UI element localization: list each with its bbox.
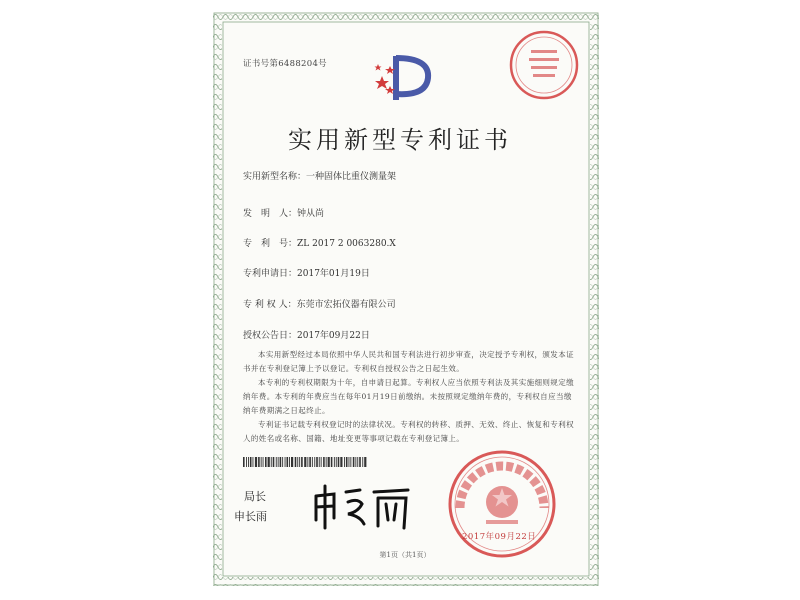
- field-label: 专 利 权 人：: [243, 300, 297, 310]
- barcode-stripe: [253, 457, 254, 467]
- barcode-stripe: [243, 457, 245, 467]
- seal-date: 2017年09月22日: [462, 532, 537, 542]
- barcode-stripe: [362, 457, 363, 467]
- barcode-stripe: [344, 457, 345, 467]
- barcode-icon: [243, 457, 367, 467]
- field-value: ZL 2017 2 0063280.X: [297, 239, 396, 249]
- barcode-stripe: [255, 457, 257, 467]
- field-grant-date: [243, 328, 370, 341]
- body-paragraph: 专利证书记载专利权登记时的法律状况。专利权的转移、质押、无效、终止、恢复和专利权人的姓名或名称、国籍、地址变更等事项记载在专利登记簿上。: [243, 420, 574, 443]
- barcode-stripe: [364, 457, 366, 467]
- body-paragraph: 本实用新型经过本局依照中华人民共和国专利法进行初步审查，决定授予专利权，颁发本证书并在专利登记簿上予以登记。专利权自授权公告之日起生效。: [243, 350, 574, 373]
- barcode-stripe: [265, 457, 267, 467]
- barcode-stripe: [289, 457, 290, 467]
- barcode-stripe: [282, 457, 283, 467]
- barcode-stripe: [246, 457, 247, 467]
- certificate-number: 证书号第6488204号: [243, 59, 327, 69]
- barcode-stripe: [307, 457, 308, 467]
- barcode-stripe: [248, 457, 249, 467]
- barcode-stripe: [273, 457, 275, 467]
- barcode-stripe: [297, 457, 298, 467]
- field-label: 发 明 人：: [243, 209, 298, 219]
- barcode-stripe: [304, 457, 306, 467]
- barcode-stripe: [338, 457, 340, 467]
- field-label: 实用新型名称：: [243, 172, 307, 182]
- field-value: 钟从尚: [297, 209, 325, 219]
- certificate-body-text: [243, 348, 579, 446]
- barcode-stripe: [287, 457, 289, 467]
- field-label: 专 利 号：: [243, 239, 298, 249]
- barcode-stripe: [349, 457, 350, 467]
- barcode-stripe: [285, 457, 286, 467]
- field-label: 授权公告日：: [243, 331, 298, 341]
- certificate-title: 实用新型专利证书: [288, 126, 512, 154]
- barcode-stripe: [346, 457, 348, 467]
- field-application-date: [243, 266, 370, 279]
- barcode-stripe: [309, 457, 311, 467]
- barcode-stripe: [314, 457, 315, 467]
- field-utility-model-name: [243, 169, 396, 182]
- page-footer: 第1页（共1页）: [379, 551, 431, 559]
- field-value: 2017年01月19日: [297, 269, 370, 279]
- top-official-seal-icon: [507, 28, 581, 102]
- field-value: 2017年09月22日: [297, 331, 370, 341]
- barcode-stripe: [278, 457, 279, 467]
- director-name: 申长雨: [234, 510, 267, 523]
- barcode-stripe: [321, 457, 322, 467]
- field-value: 东莞市宏拓仪器有限公司: [296, 300, 396, 310]
- barcode-stripe: [271, 457, 272, 467]
- barcode-stripe: [319, 457, 320, 467]
- barcode-stripe: [258, 457, 260, 467]
- barcode-stripe: [336, 457, 337, 467]
- barcode-stripe: [261, 457, 262, 467]
- body-paragraph: 本专利的专利权期限为十年，自申请日起算。专利权人应当依照专利法及其实施细则规定缴纳年费。本专利的年费应当在每年01月19日前缴纳。未按照规定缴纳年费的，专利权自应当缴纳年费期满之日起终止。: [243, 378, 574, 415]
- barcode-stripe: [276, 457, 277, 467]
- barcode-stripe: [280, 457, 282, 467]
- patent-office-logo-icon: [372, 50, 434, 106]
- director-signature-icon: [308, 478, 418, 534]
- barcode-stripe: [355, 457, 356, 467]
- barcode-stripe: [340, 457, 342, 467]
- barcode-stripe: [334, 457, 335, 467]
- barcode-stripe: [312, 457, 313, 467]
- barcode-stripe: [323, 457, 325, 467]
- barcode-stripe: [295, 457, 297, 467]
- field-patentee: [243, 297, 396, 310]
- barcode-stripe: [299, 457, 300, 467]
- barcode-stripe: [326, 457, 327, 467]
- field-label: 专利申请日：: [243, 269, 298, 279]
- barcode-stripe: [301, 457, 303, 467]
- barcode-stripe: [291, 457, 293, 467]
- barcode-stripe: [331, 457, 333, 467]
- barcode-stripe: [263, 457, 264, 467]
- barcode-stripe: [359, 457, 361, 467]
- director-title: 局长: [244, 490, 266, 503]
- national-ip-office-seal-icon: [446, 448, 558, 560]
- field-value: 一种固体比重仪测量架: [306, 172, 397, 182]
- barcode-stripe: [250, 457, 252, 467]
- barcode-stripe: [268, 457, 270, 467]
- barcode-stripe: [316, 457, 318, 467]
- barcode-stripe: [350, 457, 351, 467]
- barcode-stripe: [357, 457, 358, 467]
- field-patent-number: [243, 236, 396, 249]
- barcode-stripe: [328, 457, 330, 467]
- barcode-stripe: [353, 457, 355, 467]
- field-inventor: [243, 206, 324, 219]
